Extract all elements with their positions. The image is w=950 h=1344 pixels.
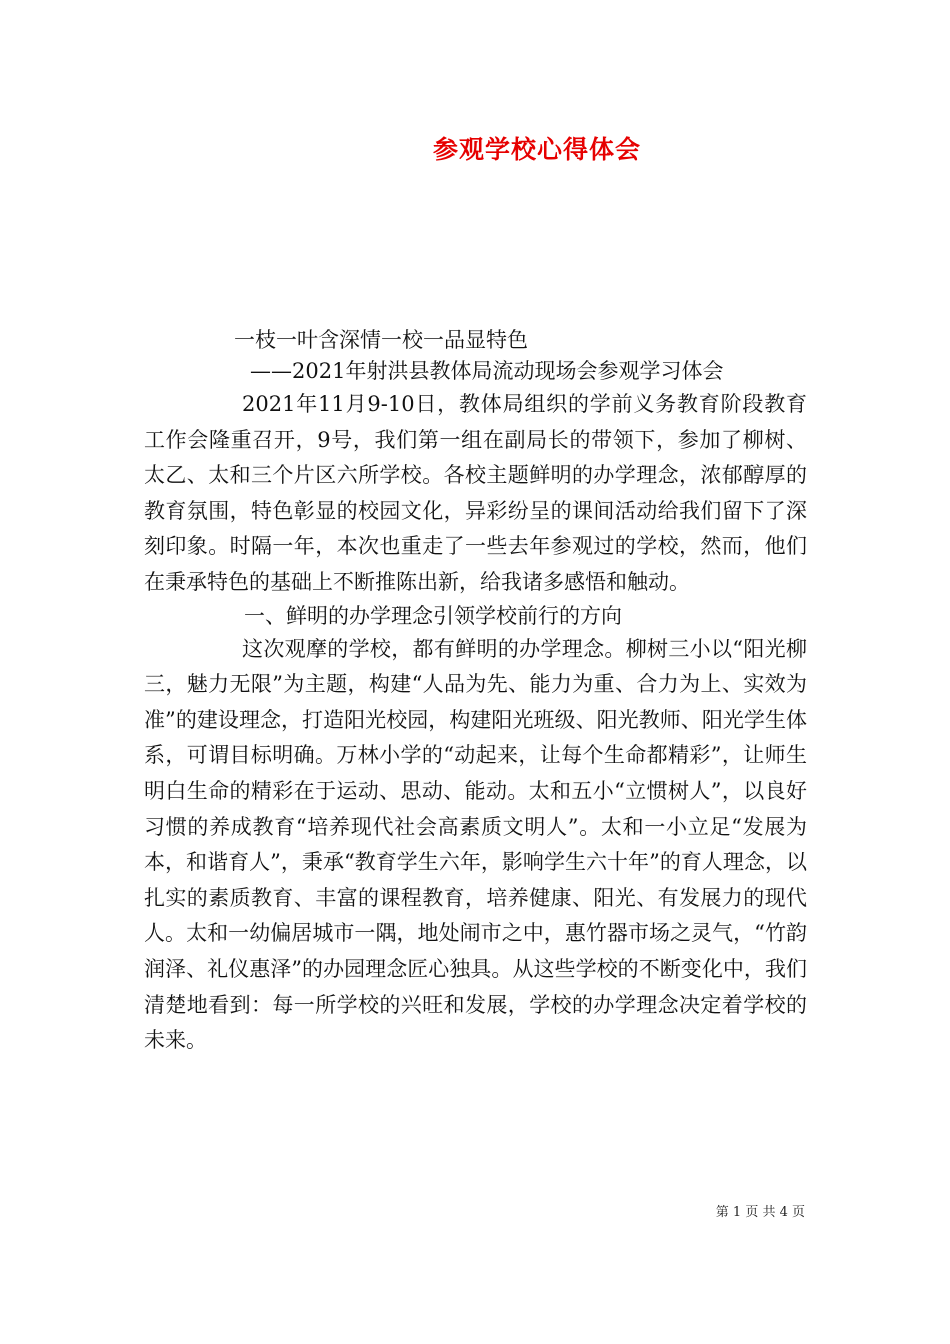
paragraph-2: 这次观摩的学校，都有鲜明的办学理念。柳树三小以“阳光柳三，魅力无限”为主题，构建“人品为先、能力为重、合力为上、实效为准”的建设理念，打造阳光校园，构建阳光班级、阳光教师、阳光学生体系，可谓目标明确。万林小学的“动起来，让每个生命都精彩”，让师生明白生命的精彩在于运动、思动、能动。太和五小“立惯树人”，以良好习惯的养成教育“培养现代社会高素质文明人”。太和一小立足“发展为本，和谐育人”，秉承“教育学生六年，影响学生六十年”的育人理念，以扎实的素质教育、丰富的课程教育，培养健康、阳光、有发展力的现代人。太和一幼偏居城市一隅，地处闹市之中，惠竹器市场之灵气，“竹韵润泽、礼仪惠泽”的办园理念匠心独具。从这些学校的不断变化中，我们清楚地看到：每一所学校的兴旺和发展，学校的办学理念决定着学校的未来。 (144, 636, 807, 1053)
page-number-footer: 第 1 页 共 4 页 (715, 1205, 805, 1220)
document-body (144, 325, 807, 1059)
section-heading-1: 一、鲜明的办学理念引领学校前行的方向 (244, 603, 622, 628)
subtitle: 一枝一叶含深情一校一品显特色 (234, 328, 528, 352)
subtitle-dash-line: ——2021年射洪县教体局流动现场会参观学习体会 (250, 359, 724, 383)
page-title: 参观学校心得体会 (432, 135, 641, 164)
paragraph-1: 2021年11月9-10日，教体局组织的学前义务教育阶段教育工作会隆重召开，9号，我们第一组在副局长的带领下，参加了柳树、太乙、太和三个片区六所学校。各校主题鲜明的办学理念，浓郁醇厚的教育氛围，特色彰显的校园文化，异彩纷呈的课间活动给我们留下了深刻印象。时隔一年，本次也重走了一些去年参观过的学校，然而，他们在秉承特色的基础上不断推陈出新，给我诸多感悟和触动。 (144, 392, 807, 594)
